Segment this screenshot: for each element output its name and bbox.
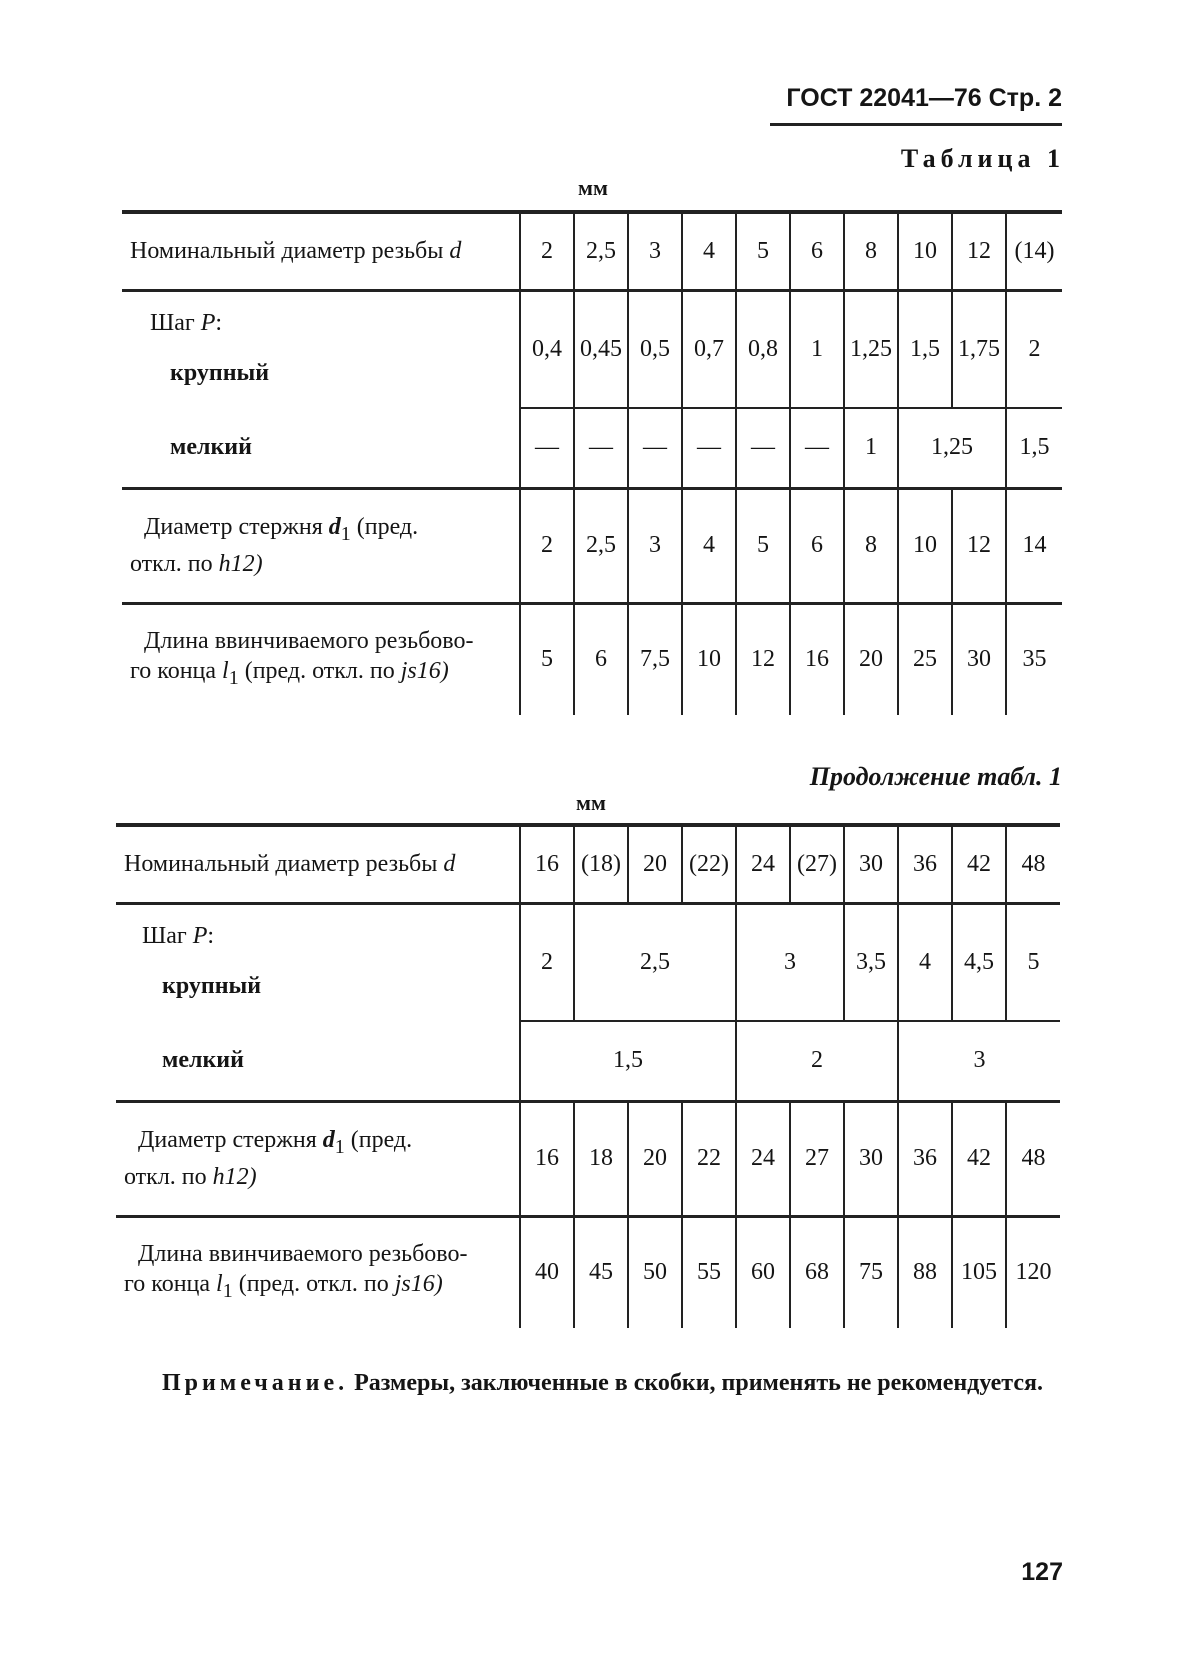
cell: 8 xyxy=(844,212,898,290)
cell: 2,5 xyxy=(574,903,736,1021)
cell: 75 xyxy=(844,1216,898,1328)
label-text: Диаметр стержня xyxy=(144,514,323,541)
cell: 36 xyxy=(898,1101,952,1216)
label-text: Номинальный диаметр резьбы xyxy=(130,238,444,265)
cell: 16 xyxy=(520,1101,574,1216)
cell: 5 xyxy=(1006,903,1060,1021)
label-thread-length xyxy=(122,603,520,715)
table-title: Таблица 1 xyxy=(900,144,1065,173)
cell: 1,5 xyxy=(1006,408,1062,488)
cell: 4 xyxy=(682,488,736,603)
cell: 35 xyxy=(1006,603,1062,715)
cell: 27 xyxy=(790,1101,844,1216)
cell: 1,75 xyxy=(952,290,1006,408)
label-text: откл. по xyxy=(130,550,213,577)
cell: 6 xyxy=(790,488,844,603)
cell: 2 xyxy=(1006,290,1062,408)
symbol-d1: d xyxy=(322,1127,335,1154)
cell: 48 xyxy=(1006,1101,1060,1216)
label-thread-length xyxy=(116,1216,520,1328)
cell: 3 xyxy=(736,903,844,1021)
cell: 3 xyxy=(898,1021,1060,1101)
tolerance: h12) xyxy=(212,1163,257,1190)
cell: 2 xyxy=(520,488,574,603)
cell: 120 xyxy=(1006,1216,1060,1328)
units-label: мм xyxy=(576,790,606,815)
cell: 7,5 xyxy=(628,603,682,715)
page-number: 127 xyxy=(1021,1558,1063,1586)
cell: 36 xyxy=(898,825,952,903)
label-nominal-diameter xyxy=(116,825,520,903)
row-rod-diameter xyxy=(116,1101,1060,1216)
cell: 3,5 xyxy=(844,903,898,1021)
cell: 4 xyxy=(682,212,736,290)
cell: (18) xyxy=(574,825,628,903)
cell: 1 xyxy=(790,290,844,408)
cell: 25 xyxy=(898,603,952,715)
label-nominal-diameter xyxy=(122,212,520,290)
label-coarse: крупный xyxy=(162,973,262,999)
cell: 24 xyxy=(736,1101,790,1216)
cell: 4 xyxy=(898,903,952,1021)
units-label: мм xyxy=(578,175,608,200)
cell: 3 xyxy=(628,212,682,290)
label-text: Шаг xyxy=(142,923,187,949)
cell: 0,8 xyxy=(736,290,790,408)
cell: 0,4 xyxy=(520,290,574,408)
symbol-l1: l xyxy=(216,1271,223,1298)
table-continuation-title: Продолжение табл. 1 xyxy=(809,762,1062,791)
cell: — xyxy=(790,408,844,488)
page-header: ГОСТ 22041—76 Стр. 2 xyxy=(770,84,1062,126)
symbol-d: d xyxy=(443,851,456,878)
cell: 20 xyxy=(628,1101,682,1216)
cell: 4,5 xyxy=(952,903,1006,1021)
cell: 60 xyxy=(736,1216,790,1328)
row-step xyxy=(122,290,1062,338)
cell: — xyxy=(682,408,736,488)
cell: 30 xyxy=(844,1101,898,1216)
row-thread-length xyxy=(116,1216,1060,1328)
thread-table-continued xyxy=(116,823,1060,1328)
cell: 40 xyxy=(520,1216,574,1328)
footnote xyxy=(116,1367,1061,1400)
cell: — xyxy=(736,408,790,488)
cell: 1,5 xyxy=(520,1021,736,1101)
cell: (14) xyxy=(1006,212,1062,290)
cell: 55 xyxy=(682,1216,736,1328)
cell: 12 xyxy=(952,212,1006,290)
label-text: Длина ввинчиваемого резьбово- xyxy=(138,1241,468,1268)
cell: 14 xyxy=(1006,488,1062,603)
cell: 42 xyxy=(952,825,1006,903)
row-nominal-diameter xyxy=(116,825,1060,903)
cell: 20 xyxy=(628,825,682,903)
cell: 68 xyxy=(790,1216,844,1328)
label-step xyxy=(122,290,520,338)
cell: 6 xyxy=(790,212,844,290)
cell: 2,5 xyxy=(574,212,628,290)
cell: 1,25 xyxy=(844,290,898,408)
cell: 10 xyxy=(898,488,952,603)
label-rod-diameter xyxy=(122,488,520,603)
row-fine xyxy=(116,1021,1060,1101)
cell: 0,45 xyxy=(574,290,628,408)
label-text: откл. по xyxy=(124,1163,207,1190)
cell: 48 xyxy=(1006,825,1060,903)
label-fine: мелкий xyxy=(162,1047,244,1074)
note-title: Примечание. xyxy=(162,1370,349,1396)
cell: 2,5 xyxy=(574,488,628,603)
cell: 12 xyxy=(952,488,1006,603)
cell: 20 xyxy=(844,603,898,715)
cell: 16 xyxy=(790,603,844,715)
label-text: Шаг xyxy=(150,310,195,336)
subscript: 1 xyxy=(340,522,351,545)
colon: : xyxy=(215,310,223,336)
label-coarse: крупный xyxy=(170,360,270,386)
cell: 88 xyxy=(898,1216,952,1328)
cell: 45 xyxy=(574,1216,628,1328)
row-step xyxy=(116,903,1060,951)
label-rod-diameter xyxy=(116,1101,520,1216)
cell: 30 xyxy=(952,603,1006,715)
label-step xyxy=(116,903,520,951)
cell: 0,7 xyxy=(682,290,736,408)
cell: — xyxy=(628,408,682,488)
row-nominal-diameter xyxy=(122,212,1062,290)
label-text: (пред. откл. по xyxy=(238,1271,389,1298)
cell: 5 xyxy=(736,488,790,603)
tolerance: js16) xyxy=(400,658,449,685)
cell: 18 xyxy=(574,1101,628,1216)
cell: (22) xyxy=(682,825,736,903)
row-thread-length xyxy=(122,603,1062,715)
cell: 30 xyxy=(844,825,898,903)
cell: 50 xyxy=(628,1216,682,1328)
cell: 2 xyxy=(736,1021,898,1101)
label-text: (пред. xyxy=(350,1127,413,1154)
cell: (27) xyxy=(790,825,844,903)
cell: 12 xyxy=(736,603,790,715)
cell: 5 xyxy=(520,603,574,715)
tolerance: js16) xyxy=(394,1271,443,1298)
label-text: го конца xyxy=(130,658,217,685)
label-text: Длина ввинчиваемого резьбово- xyxy=(144,628,474,655)
subscript: 1 xyxy=(334,1135,345,1158)
thread-table xyxy=(122,210,1062,715)
label-text: (пред. xyxy=(356,514,419,541)
cell: 8 xyxy=(844,488,898,603)
cell: 0,5 xyxy=(628,290,682,408)
cell: 24 xyxy=(736,825,790,903)
symbol-p: P xyxy=(192,923,208,949)
cell: 22 xyxy=(682,1101,736,1216)
note-text: Размеры, заключенные в скобки, применять не рекомендуется. xyxy=(354,1370,1043,1396)
row-rod-diameter xyxy=(122,488,1062,603)
cell: 3 xyxy=(628,488,682,603)
cell: 10 xyxy=(898,212,952,290)
label-text: (пред. откл. по xyxy=(244,658,395,685)
cell: 1,5 xyxy=(898,290,952,408)
cell: — xyxy=(520,408,574,488)
cell: 10 xyxy=(682,603,736,715)
symbol-l1: l xyxy=(222,658,229,685)
cell: 16 xyxy=(520,825,574,903)
row-fine xyxy=(122,408,1062,488)
cell: 1 xyxy=(844,408,898,488)
cell: 42 xyxy=(952,1101,1006,1216)
label-fine: мелкий xyxy=(170,434,252,461)
symbol-d: d xyxy=(449,238,462,265)
label-text: Диаметр стержня xyxy=(138,1127,317,1154)
symbol-p: P xyxy=(200,310,216,336)
cell: — xyxy=(574,408,628,488)
tolerance: h12) xyxy=(218,550,263,577)
colon: : xyxy=(207,923,215,949)
cell: 6 xyxy=(574,603,628,715)
symbol-d1: d xyxy=(328,514,341,541)
subscript: 1 xyxy=(228,667,239,690)
label-text: го конца xyxy=(124,1271,211,1298)
cell: 105 xyxy=(952,1216,1006,1328)
cell: 2 xyxy=(520,903,574,1021)
label-text: Номинальный диаметр резьбы xyxy=(124,851,438,878)
cell: 1,25 xyxy=(898,408,1006,488)
cell: 2 xyxy=(520,212,574,290)
cell: 5 xyxy=(736,212,790,290)
subscript: 1 xyxy=(222,1280,233,1303)
